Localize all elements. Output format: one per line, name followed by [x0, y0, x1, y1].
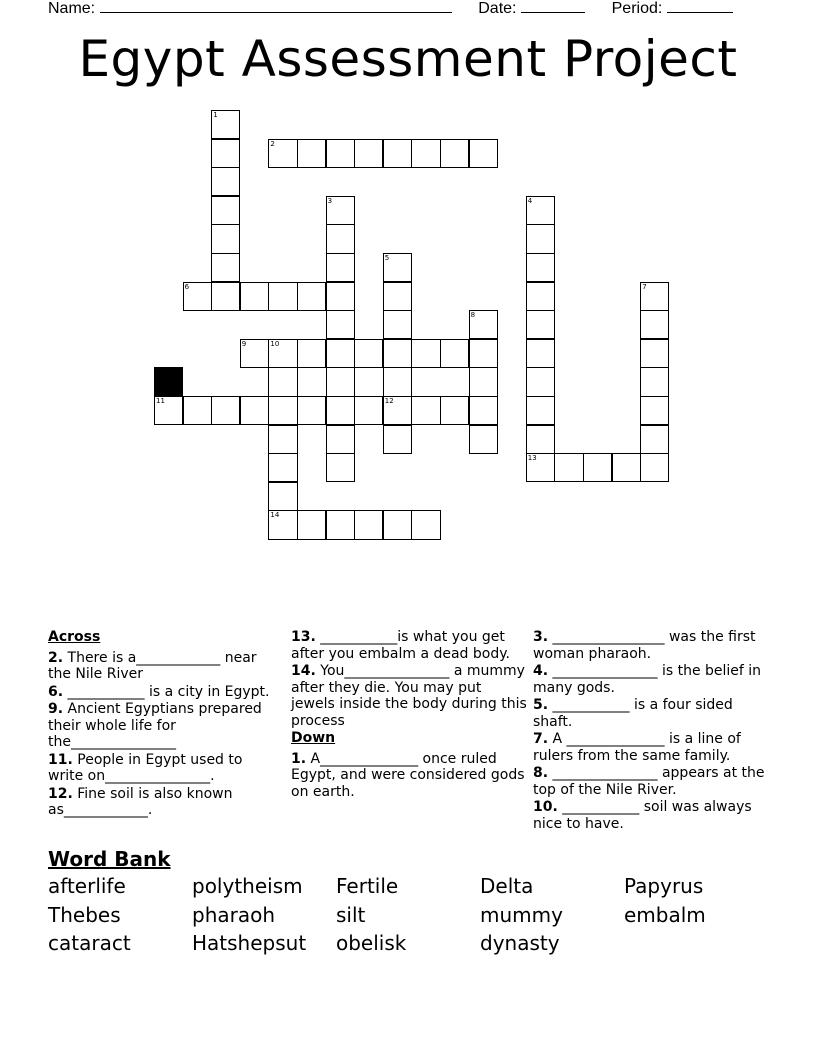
grid-cell[interactable] — [297, 396, 326, 425]
grid-cell[interactable] — [326, 510, 355, 539]
grid-cell[interactable] — [640, 367, 669, 396]
clues-column-2 — [291, 629, 527, 801]
grid-cell[interactable] — [526, 425, 555, 454]
clue-item — [533, 799, 769, 832]
grid-cell[interactable] — [268, 282, 297, 311]
down-clue-list-continued — [533, 629, 769, 832]
word-bank-title: Word Bank — [48, 847, 171, 871]
across-heading: Across — [48, 629, 101, 645]
clue-item — [533, 629, 769, 662]
clue-text: ___________ is a four sided shaft. — [533, 697, 733, 730]
grid-cell[interactable] — [326, 310, 355, 339]
grid-cell[interactable] — [297, 139, 326, 168]
clue-number-9: 9 — [241, 339, 247, 348]
grid-cell[interactable] — [211, 224, 240, 253]
clue-item — [48, 684, 273, 701]
word-bank-word: dynasty — [480, 931, 560, 955]
page-title: Egypt Assessment Project — [78, 30, 738, 88]
word-bank-word: polytheism — [192, 874, 303, 898]
grid-cell[interactable] — [211, 282, 240, 311]
grid-cell[interactable] — [383, 510, 412, 539]
word-bank-word: silt — [336, 903, 366, 927]
clue-item — [533, 731, 769, 764]
grid-cell[interactable] — [354, 139, 383, 168]
grid-cell[interactable] — [211, 139, 240, 168]
clue-text: Fine soil is also known as____________. — [48, 785, 233, 818]
clue-number-2: 2 — [270, 139, 275, 148]
word-bank-word: Hatshepsut — [192, 931, 307, 955]
grid-cell[interactable] — [440, 339, 469, 368]
clue-item — [291, 751, 527, 801]
clue-text: There is a____________ near the Nile River — [48, 649, 257, 682]
grid-cell[interactable] — [383, 282, 412, 311]
grid-cell[interactable] — [240, 282, 269, 311]
clue-text: ___________is what you get after you embalm a dead body. — [291, 629, 510, 662]
clue-number-14: 14 — [270, 511, 280, 520]
clue-text: A______________ once ruled Egypt, and were considered gods on earth. — [291, 750, 525, 800]
word-bank-word: Fertile — [336, 874, 399, 898]
grid-cell[interactable] — [326, 253, 355, 282]
clue-number-10: 10 — [270, 339, 280, 348]
grid-cell[interactable] — [469, 139, 498, 168]
grid-cell[interactable] — [326, 282, 355, 311]
grid-cell[interactable] — [526, 282, 555, 311]
clue-item — [291, 663, 527, 729]
clue-number-7: 7 — [642, 282, 647, 291]
grid-cell[interactable] — [383, 339, 412, 368]
clue-number-5: 5 — [384, 254, 390, 262]
clue-text: ___________ soil was always nice to have. — [533, 799, 752, 832]
grid-cell[interactable] — [211, 396, 240, 425]
grid-cell[interactable] — [183, 396, 212, 425]
clue-number: 12. — [48, 785, 73, 802]
grid-cell[interactable] — [469, 339, 498, 368]
clue-text: Ancient Egyptians prepared their whole life for the_______________ — [48, 701, 262, 750]
grid-cell[interactable] — [326, 339, 355, 368]
grid-cell[interactable] — [326, 224, 355, 253]
clue-number-12: 12 — [384, 397, 394, 405]
grid-cell[interactable] — [268, 453, 297, 482]
grid-cell[interactable] — [297, 282, 326, 311]
down-heading: Down — [291, 730, 336, 746]
grid-cell[interactable] — [526, 224, 555, 253]
clue-number: 2. — [48, 649, 64, 666]
grid-cell[interactable] — [469, 396, 498, 425]
clue-number: 6. — [48, 683, 64, 700]
grid-cell[interactable] — [526, 310, 555, 339]
grid-cell[interactable] — [383, 367, 412, 396]
clue-item — [533, 697, 769, 730]
clue-item — [291, 629, 527, 662]
grid-cell[interactable] — [268, 482, 297, 511]
name-label: Name: — [48, 0, 96, 17]
clue-number-11: 11 — [156, 397, 165, 405]
clue-text: ___________ is a city in Egypt. — [63, 683, 270, 700]
grid-cell[interactable] — [411, 339, 440, 368]
period-label: Period: — [611, 0, 663, 17]
clue-item — [48, 752, 273, 785]
grid-cell[interactable] — [268, 367, 297, 396]
clue-number: 9. — [48, 701, 64, 717]
clues-column-1 — [48, 629, 273, 820]
grid-cell[interactable] — [440, 139, 469, 168]
grid-cell[interactable] — [354, 339, 383, 368]
clue-number: 11. — [48, 751, 73, 768]
black-square — [154, 367, 183, 396]
clue-text: A ______________ is a line of rulers from the same family. — [533, 731, 741, 764]
clue-number: 7. — [533, 731, 549, 747]
word-bank-word: mummy — [480, 903, 563, 927]
grid-cell[interactable] — [383, 139, 412, 168]
grid-cell[interactable] — [640, 310, 669, 339]
grid-cell[interactable] — [297, 339, 326, 368]
date-label: Date: — [478, 0, 517, 17]
grid-cell[interactable] — [326, 396, 355, 425]
word-bank-word: Thebes — [48, 903, 121, 927]
grid-cell[interactable] — [554, 453, 583, 482]
grid-cell[interactable] — [268, 396, 297, 425]
grid-cell[interactable] — [354, 510, 383, 539]
grid-cell[interactable] — [640, 396, 669, 425]
grid-cell[interactable] — [612, 453, 641, 482]
grid-cell[interactable] — [526, 367, 555, 396]
clue-text: ________________ was the first woman pharaoh. — [533, 629, 756, 662]
grid-cell[interactable] — [354, 396, 383, 425]
across-clue-list-continued — [291, 629, 527, 729]
grid-cell[interactable] — [383, 425, 412, 454]
grid-cell[interactable] — [268, 425, 297, 454]
grid-cell[interactable] — [326, 367, 355, 396]
grid-cell[interactable] — [411, 396, 440, 425]
word-bank-word: pharaoh — [192, 903, 276, 927]
grid-cell[interactable] — [640, 425, 669, 454]
clue-number: 10. — [533, 799, 558, 815]
grid-cell[interactable] — [526, 253, 555, 282]
grid-cell[interactable] — [583, 453, 612, 482]
grid-cell[interactable] — [526, 339, 555, 368]
word-bank-word: obelisk — [336, 931, 407, 955]
clue-number: 1. — [291, 750, 307, 767]
grid-cell[interactable] — [297, 510, 326, 539]
grid-cell[interactable] — [526, 396, 555, 425]
clue-text: _______________ is the belief in many gods. — [533, 663, 762, 696]
grid-cell[interactable] — [326, 425, 355, 454]
clue-number: 3. — [533, 629, 549, 645]
word-bank-word: afterlife — [48, 874, 126, 898]
clue-text: You_______________ a mummy after they die. You may put jewels inside the body during this process — [291, 663, 527, 729]
clue-number-1: 1 — [213, 111, 218, 119]
clue-number: 13. — [291, 629, 316, 645]
clue-number: 4. — [533, 663, 549, 679]
grid-cell[interactable] — [326, 453, 355, 482]
word-bank-word: embalm — [624, 903, 706, 927]
grid-cell[interactable] — [469, 367, 498, 396]
grid-cell[interactable] — [411, 139, 440, 168]
clue-item — [48, 786, 273, 819]
clue-text: People in Egypt used to write on_______________. — [48, 751, 243, 784]
word-bank-word: Delta — [480, 874, 534, 898]
clue-number-13: 13 — [527, 454, 537, 463]
clue-number-8: 8 — [470, 311, 476, 320]
grid-cell[interactable] — [440, 396, 469, 425]
clue-text: _______________ appears at the top of the Nile River. — [533, 765, 765, 798]
across-clue-list — [48, 650, 273, 819]
clues-column-3 — [533, 629, 769, 833]
grid-cell[interactable] — [240, 396, 269, 425]
grid-cell[interactable] — [211, 167, 240, 196]
clue-number: 14. — [291, 663, 316, 679]
grid-cell[interactable] — [411, 510, 440, 539]
grid-cell[interactable] — [211, 253, 240, 282]
clue-number-3: 3 — [327, 196, 333, 205]
word-bank-word: cataract — [48, 931, 131, 955]
grid-cell[interactable] — [640, 339, 669, 368]
clue-item — [48, 701, 273, 751]
clue-number-6: 6 — [184, 282, 190, 291]
clue-number: 5. — [533, 697, 549, 713]
grid-cell[interactable] — [383, 310, 412, 339]
down-clue-list — [291, 751, 527, 801]
grid-cell[interactable] — [326, 139, 355, 168]
clue-number-4: 4 — [527, 196, 533, 205]
grid-cell[interactable] — [640, 453, 669, 482]
clue-item — [533, 663, 769, 696]
clue-item — [48, 650, 273, 683]
grid-cell[interactable] — [469, 425, 498, 454]
grid-cell[interactable] — [211, 196, 240, 225]
clue-item — [533, 765, 769, 798]
word-bank-word: Papyrus — [624, 874, 704, 898]
clue-number: 8. — [533, 765, 549, 781]
